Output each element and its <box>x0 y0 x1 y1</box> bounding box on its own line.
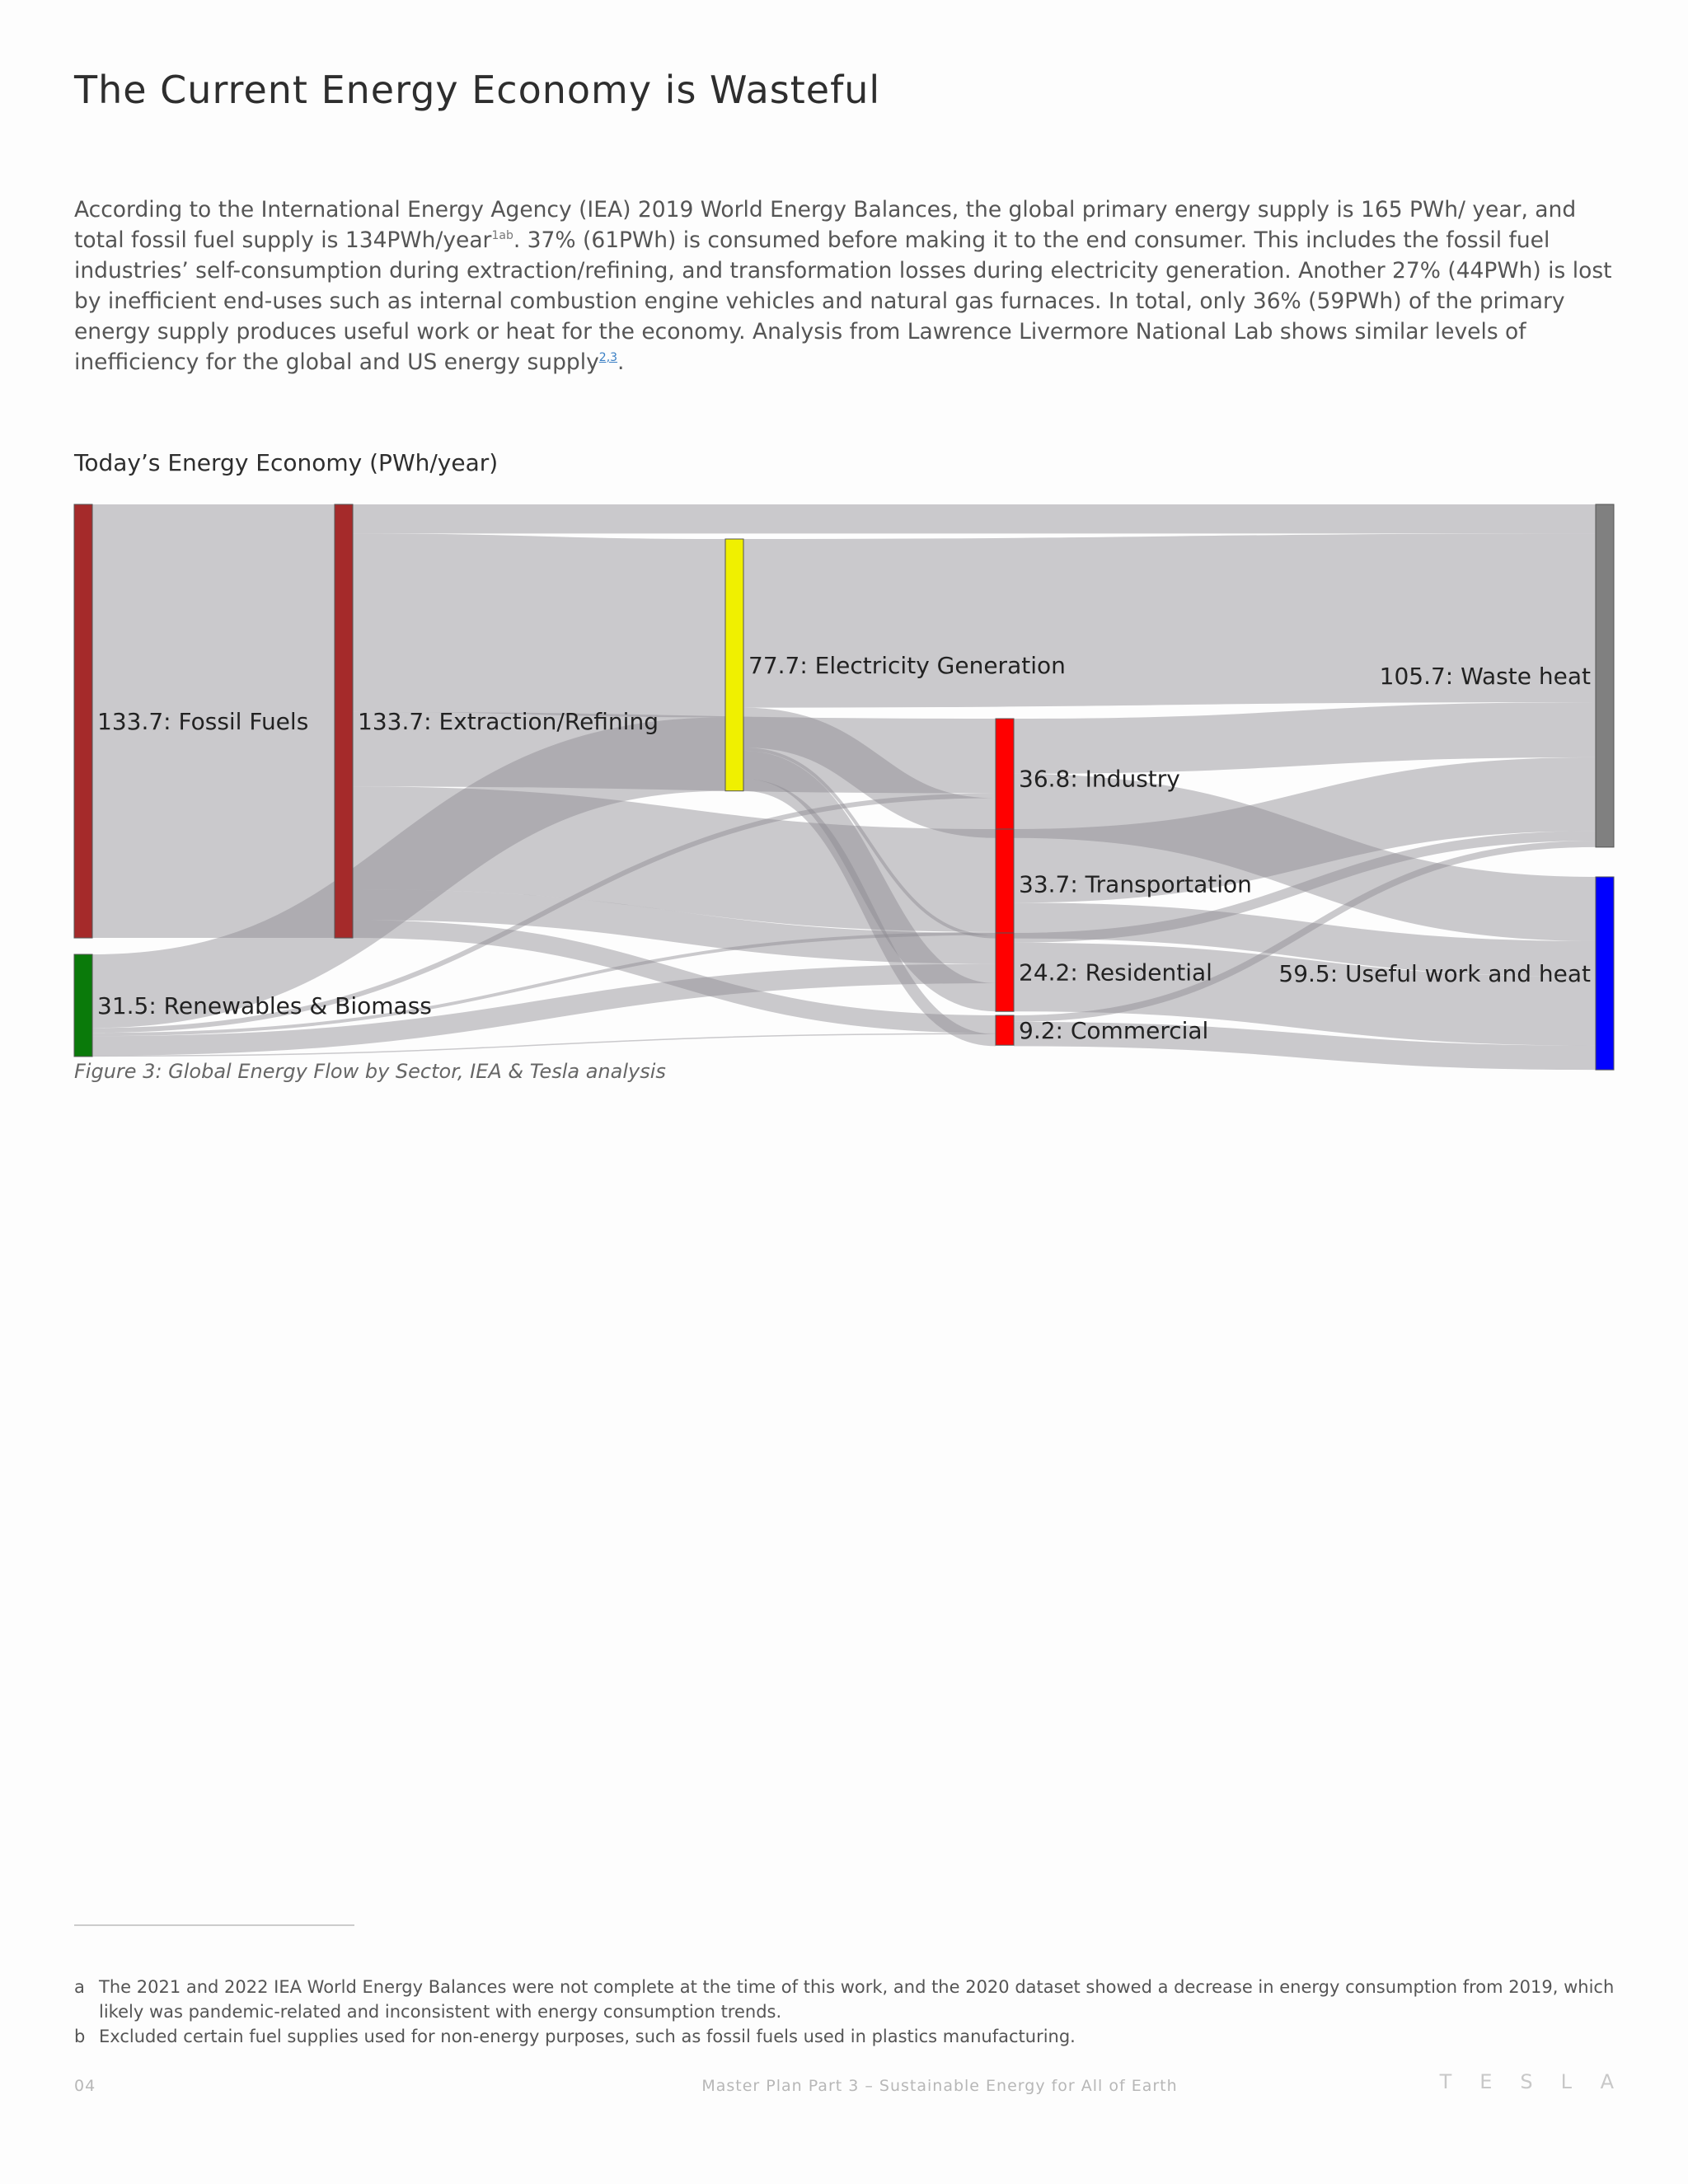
sankey-label-renew: 31.5: Renewables & Biomass <box>97 991 432 1019</box>
footnote-b: b Excluded certain fuel supplies used for non-energy purposes, such as fossil fuels used in plastics manufacturing. <box>74 2027 1076 2046</box>
sankey-label-elec: 77.7: Electricity Generation <box>748 651 1066 679</box>
sankey-label-extract: 133.7: Extraction/Refining <box>358 708 659 736</box>
sankey-node-useful <box>1596 877 1614 1070</box>
footnote-divider <box>74 1924 354 1926</box>
footnote-ref-2-3[interactable]: 2,3 <box>598 351 618 364</box>
sankey-label-comm: 9.2: Commercial <box>1019 1017 1209 1045</box>
sankey-link-extract-to-elec <box>353 623 725 629</box>
sankey-node-industry <box>996 719 1014 838</box>
sankey-label-industry: 36.8: Industry <box>1019 765 1180 793</box>
sankey-node-renew <box>74 954 92 1057</box>
sankey-node-resid <box>996 933 1014 1011</box>
tesla-logo: TESLA <box>1439 2070 1642 2093</box>
sankey-node-transport <box>996 829 1014 939</box>
footnotes <box>74 1975 1624 2049</box>
sankey-node-extract <box>335 504 353 938</box>
sankey-label-transport: 33.7: Transportation <box>1019 870 1252 898</box>
footnote-a: a The 2021 and 2022 IEA World Energy Balances were not complete at the time of this work, and the 2020 dataset showed a decrease in energy consumption from 2019, which likely was pandemic-related and inconsistent with energy consumption trends. <box>74 1977 1615 2022</box>
sankey-label-fossil: 133.7: Fossil Fuels <box>97 708 309 736</box>
footer-doc-title: Master Plan Part 3 – Sustainable Energy for All of Earth <box>701 2077 1178 2095</box>
page-title: The Current Energy Economy is Wasteful <box>74 68 881 112</box>
chart-title: Today’s Energy Economy (PWh/year) <box>74 449 499 476</box>
sankey-node-comm <box>996 1015 1014 1045</box>
sankey-link-industry-to-waste <box>1014 729 1596 746</box>
intro-paragraph: According to the International Energy Agency (IEA) 2019 World Energy Balances, the global primary energy supply is 165 PWh/ year, and total fossil fuel supply is 134PWh/year$^{1ab}$. 37% (61PWh) is consumed before making it to the end consumer. This includes the fossil fuel industries’ self-consumption during extraction/refining, and transformation losses during electricity generation. Another 27% (44PWh) is lost by inefficient end-uses such as internal combustion engine vehicles and natural gas furnaces. In total, only 36% (59PWh) of the primary energy supply produces useful work or heat for the economy. Analysis from Lawrence Livermore National Lab shows similar levels of inefficiency for the global and US energy supply$^{2,3}$. <box>74 197 1612 375</box>
footnote-ref-1ab: 1ab <box>491 229 513 242</box>
sankey-label-waste: 105.7: Waste heat <box>1379 662 1591 690</box>
sankey-node-waste <box>1596 504 1614 847</box>
figure-caption: Figure 3: Global Energy Flow by Sector, IEA & Tesla analysis <box>74 1060 666 1083</box>
sankey-node-fossil <box>74 504 92 938</box>
sankey-node-elec <box>725 539 743 791</box>
sankey-label-resid: 24.2: Residential <box>1019 958 1212 987</box>
sankey-label-useful: 59.5: Useful work and heat <box>1278 960 1591 988</box>
page-number: 04 <box>74 2077 96 2095</box>
sankey-link-elec-to-waste <box>743 618 1596 624</box>
